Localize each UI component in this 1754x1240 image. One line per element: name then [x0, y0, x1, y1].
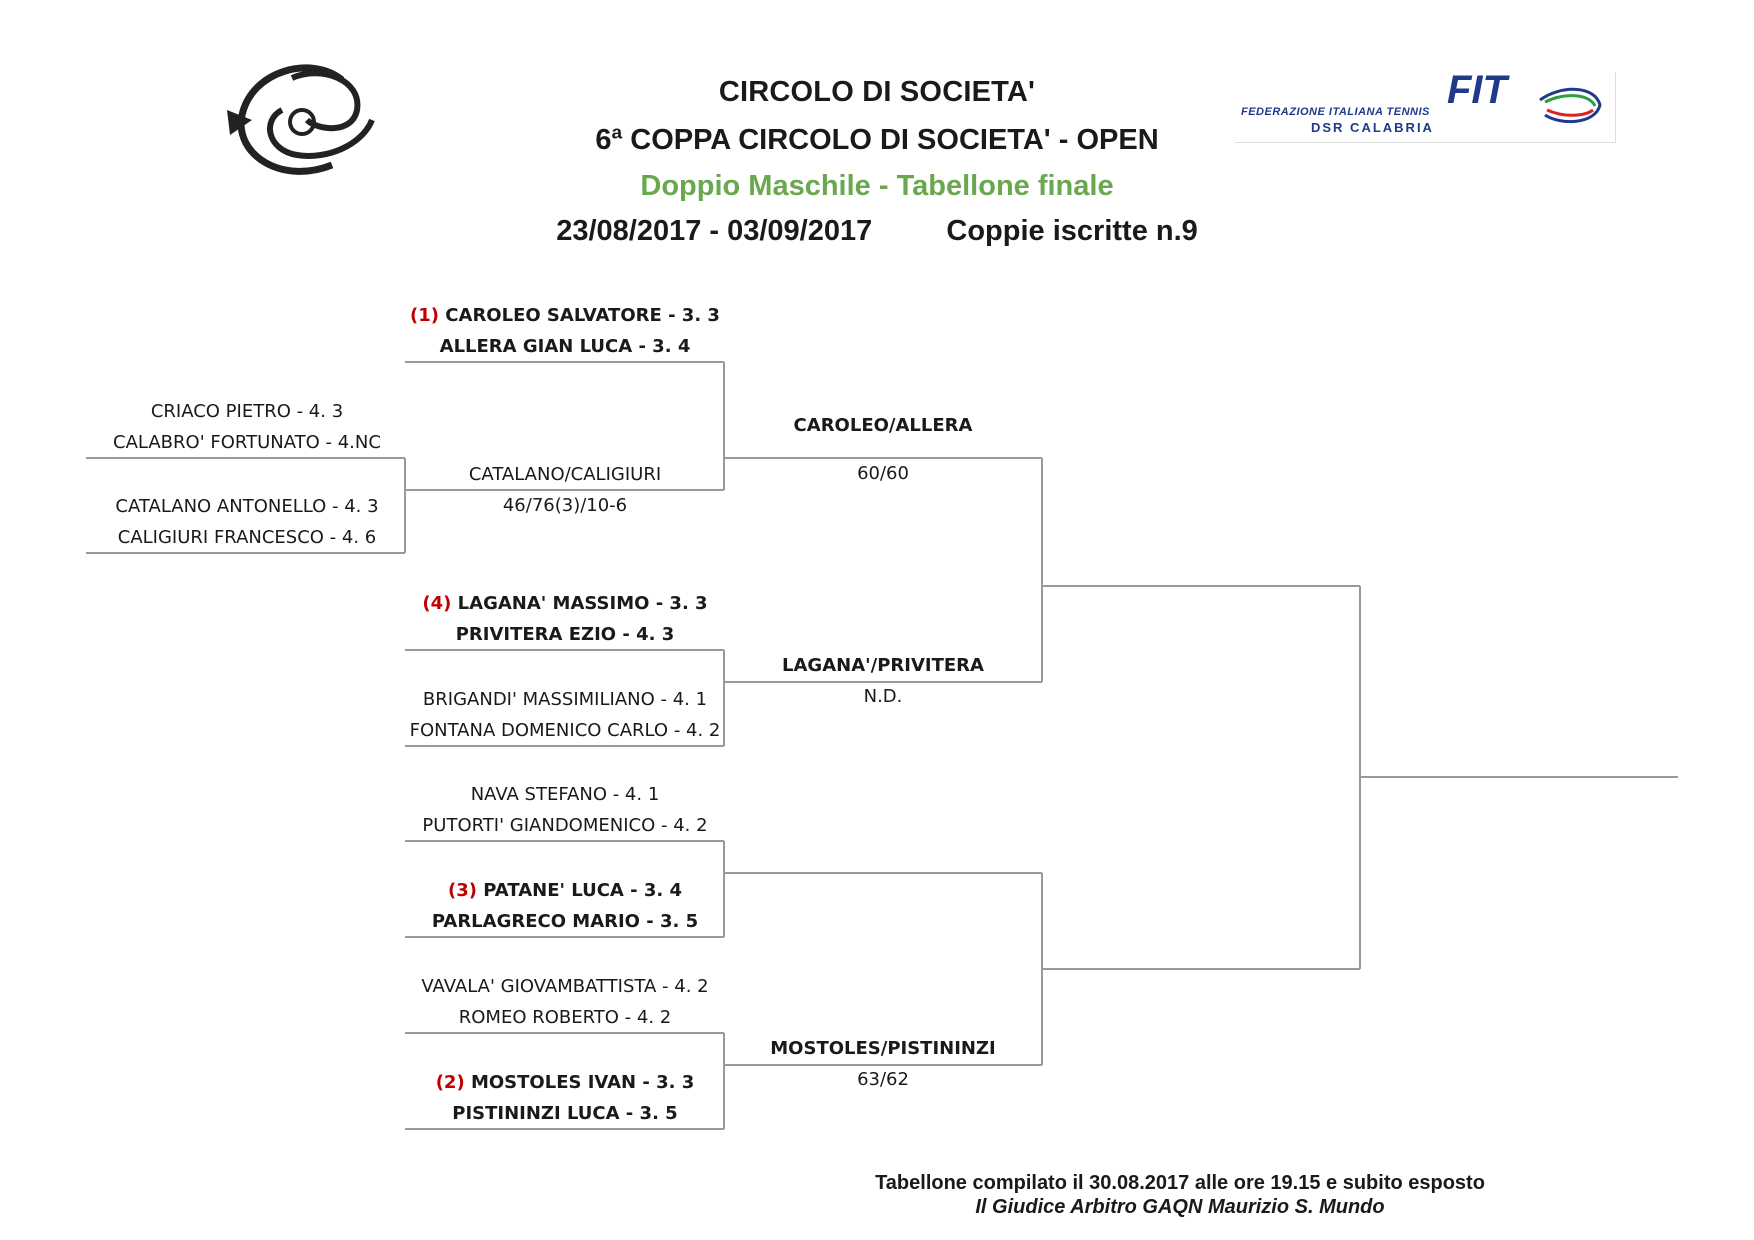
player: ROMEO ROBERTO - 4. 2: [458, 1007, 672, 1028]
player: VAVALA' GIOVAMBATTISTA - 4. 2: [421, 976, 709, 997]
seed-badge: (1): [410, 305, 440, 326]
tournament-dates: 23/08/2017 - 03/09/2017: [556, 215, 873, 247]
prelim-score: 46/76(3)/10-6: [502, 495, 628, 516]
player: CATALANO ANTONELLO - 4. 3: [115, 496, 379, 517]
prelim-pair-2: [88, 491, 406, 553]
player: CAROLEO SALVATORE - 3. 3: [445, 305, 720, 326]
seed-badge: (3): [447, 880, 477, 901]
title-club: CIRCOLO DI SOCIETA': [718, 76, 1036, 108]
qf-result-3: [724, 1033, 1042, 1095]
prelim-result: [406, 459, 724, 521]
qf-result-1: [724, 410, 1042, 489]
qf-winner: LAGANA'/PRIVITERA: [782, 655, 984, 676]
fit-logo-text: FIT: [1447, 68, 1507, 112]
qf-score: N.D.: [863, 686, 903, 707]
player: FONTANA DOMENICO CARLO - 4. 2: [409, 720, 721, 741]
footer-referee: Il Giudice Arbitro GAQN Maurizio S. Mundo: [975, 1196, 1385, 1218]
qf-score: 60/60: [857, 463, 909, 484]
pairs-count: Coppie iscritte n.9: [946, 215, 1198, 247]
qf-winner: MOSTOLES/PISTININZI: [770, 1038, 996, 1059]
prelim-winner: CATALANO/CALIGIURI: [468, 464, 662, 485]
prelim-pair-1: [88, 396, 406, 458]
player: PRIVITERA EZIO - 4. 3: [455, 624, 675, 645]
entry-seed-2: [406, 1067, 724, 1129]
player: ALLERA GIAN LUCA - 3. 4: [439, 336, 691, 357]
entry-nava-putorti: [406, 779, 724, 841]
title-event: Doppio Maschile - Tabellone finale: [640, 170, 1114, 202]
player: BRIGANDI' MASSIMILIANO - 4. 1: [422, 689, 708, 710]
qf-result-2: [724, 650, 1042, 712]
player: CRIACO PIETRO - 4. 3: [150, 401, 344, 422]
player: LAGANA' MASSIMO - 3. 3: [457, 593, 708, 614]
footer-compiled-note: Tabellone compilato il 30.08.2017 alle ore 19.15 e subito esposto: [875, 1172, 1485, 1194]
player: MOSTOLES IVAN - 3. 3: [470, 1072, 695, 1093]
player: PISTININZI LUCA - 3. 5: [452, 1103, 678, 1124]
player: PUTORTI' GIANDOMENICO - 4. 2: [422, 815, 708, 836]
player: CALIGIURI FRANCESCO - 4. 6: [117, 527, 377, 548]
entry-vavala-romeo: [406, 971, 724, 1033]
entry-seed-3: [406, 875, 724, 937]
player: PARLAGRECO MARIO - 3. 5: [431, 911, 699, 932]
fit-federazione-text: FEDERAZIONE ITALIANA TENNIS: [1241, 106, 1430, 118]
player: PATANE' LUCA - 3. 4: [483, 880, 683, 901]
entry-brigandi-fontana: [406, 684, 724, 746]
seed-badge: (4): [422, 593, 452, 614]
title-cup: 6ª COPPA CIRCOLO DI SOCIETA' - OPEN: [595, 124, 1159, 156]
qf-winner: CAROLEO/ALLERA: [793, 415, 973, 436]
entry-seed-1: [406, 300, 724, 362]
player: CALABRO' FORTUNATO - 4.NC: [113, 432, 381, 453]
qf-score: 63/62: [857, 1069, 909, 1090]
player: NAVA STEFANO - 4. 1: [470, 784, 660, 805]
entry-seed-4: [406, 588, 724, 650]
seed-badge: (2): [435, 1072, 465, 1093]
fit-dsr-text: DSR CALABRIA: [1311, 120, 1434, 135]
